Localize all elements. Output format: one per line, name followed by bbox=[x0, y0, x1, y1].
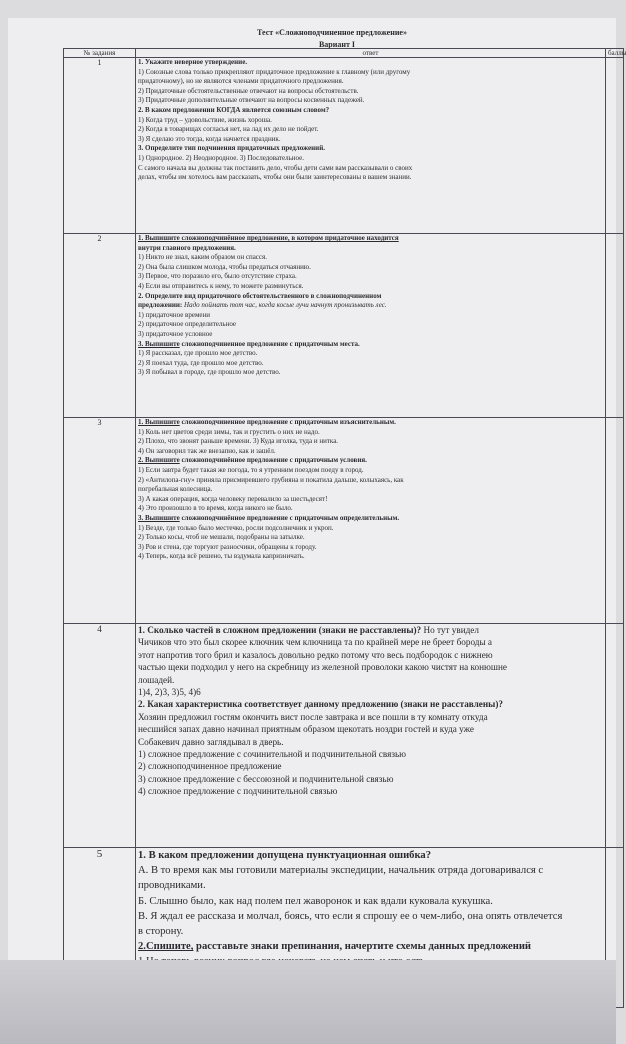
task-line: частью щеки подходил у него на скребницу из железной проволоки какою чистят на конюшне bbox=[138, 662, 507, 673]
task-line: лошадей. bbox=[138, 674, 175, 685]
task-line: 4) сложное предложение с подчинительной связью bbox=[138, 786, 338, 797]
task-line: проводниками. bbox=[138, 880, 206, 892]
task-line: предложении: Надо поймать тот час, когда косые лучи начнут пронизывать лес. bbox=[138, 301, 387, 310]
task-number: 1 bbox=[64, 58, 136, 234]
task-line: 2) Я поехал туда, где прошло мое детство. bbox=[138, 358, 264, 367]
points-cell bbox=[606, 624, 624, 848]
task-line: 1)4, 2)3, 3)5, 4)6 bbox=[138, 687, 201, 698]
task-line: внутри главного предложения. bbox=[138, 243, 236, 252]
task-line: 1) придаточное времени bbox=[138, 310, 210, 319]
task-line: 1) сложное предложение с сочинительной и подчинительной связью bbox=[138, 749, 406, 760]
task-content bbox=[136, 624, 606, 848]
task-line: Собакевич давно заглядывал в дверь. bbox=[138, 736, 284, 747]
task-line: 3) А какая операция, когда человеку перевалило за шестьдесят! bbox=[138, 494, 328, 503]
test-table bbox=[63, 48, 624, 1008]
task-line: 3. Выпишите сложноподчинённое предложение с придаточным определительным. bbox=[138, 513, 400, 522]
task-line: 2) сложноподчиненное предложение bbox=[138, 761, 282, 772]
task-line: 2) Когда в товарищах согласья нет, на лад их дело не пойдет. bbox=[138, 125, 319, 134]
header-points: баллы bbox=[606, 49, 624, 58]
task-line: 2) «Антилопа-гну» приняла присмиревшего грубияна и покатила дальше, колыхаясь, как bbox=[138, 475, 404, 484]
header-answer: ответ bbox=[136, 49, 606, 58]
task-content bbox=[136, 418, 606, 624]
task-number: 4 bbox=[64, 624, 136, 848]
task-line: 1. Выпишите сложноподчиненное предложение с придаточным изъяснительным. bbox=[138, 418, 396, 426]
task-line: 1) Я рассказал, где прошло мое детство. bbox=[138, 349, 258, 358]
task-line: 2) Плохо, что звонят раньше времени. 3) Куда иголка, туда и нитка. bbox=[138, 437, 339, 446]
header-number: № задания bbox=[64, 49, 136, 58]
task-line: 3) Я сделаю это тогда, когда начнется праздник. bbox=[138, 134, 281, 143]
task-line: 2. Определите вид придаточного обстоятельственного в сложноподчиненном bbox=[138, 291, 382, 300]
task-line: 4) Это произошло в то время, когда никого не было. bbox=[138, 504, 293, 513]
task-line: этот напротив того брил и казалось довольно редко потому что весь подбородок с нижнею bbox=[138, 649, 493, 660]
background-surface bbox=[0, 960, 616, 1044]
task-row bbox=[64, 58, 624, 234]
task-row bbox=[64, 418, 624, 624]
task-line: 3) придаточное условное bbox=[138, 329, 213, 338]
task-number: 3 bbox=[64, 418, 136, 624]
task-line: 1) Когда труд – удовольствие, жизнь хороша. bbox=[138, 115, 272, 124]
task-line: Чичиков что это был скорее ключник чем ключница та по крайней мере не бреет бороды а bbox=[138, 637, 492, 648]
points-cell bbox=[606, 58, 624, 234]
task-line: 1. Выпишите сложноподчинённое предложение, в котором придаточное находится bbox=[138, 234, 399, 242]
document-title: Тест «Сложноподчиненное предложение» bbox=[257, 28, 407, 37]
points-cell bbox=[606, 418, 624, 624]
task-content bbox=[136, 58, 606, 234]
task-line: 3. Определите тип подчинения придаточных предложений. bbox=[138, 144, 325, 153]
task-line: 3) сложное предложение с бессоюзной и подчинительной связью bbox=[138, 773, 394, 784]
task-line: 1) Везде, где только было местечко, росли подсолнечник и укроп. bbox=[138, 523, 334, 532]
task-line: 4) Если вы отправитесь к нему, то можете разминуться. bbox=[138, 281, 304, 290]
task-line: несшийся запах давно начинал приятным образом щекотать ноздри гостей и куда уже bbox=[138, 724, 474, 735]
task-number: 5 bbox=[64, 848, 136, 1008]
task-line: 2) Только косы, чтоб не мешали, подобраны на затылке. bbox=[138, 533, 305, 542]
task-line: 1) Однородное. 2) Неоднородное. 3) Последовательное. bbox=[138, 153, 304, 162]
task-line: 2) Придаточные обстоятельственные отвечают на вопросы обстоятельств. bbox=[138, 86, 359, 95]
task-line: 4) Теперь, когда всё решено, ты вздумала капризничать. bbox=[138, 552, 305, 561]
task-line: 3) Ров и стена, где торгуют разносчики, обращены к городу. bbox=[138, 542, 317, 551]
task-line: Б. Слышно было, как над полем пел жаворонок и как вдали куковала кукушка. bbox=[138, 895, 493, 907]
task-line: 1. Сколько частей в сложном предложении (знаки не расставлены)? Но тут увидел bbox=[138, 625, 479, 635]
task-line: в сторону. bbox=[138, 926, 184, 938]
variant-label: Вариант I bbox=[318, 40, 356, 49]
table-header-row bbox=[64, 49, 624, 58]
task-line: погребальная колесница. bbox=[138, 485, 213, 494]
task-content bbox=[136, 234, 606, 418]
task-row bbox=[64, 624, 624, 848]
task-line: Хозяин предложил гостям окончить вист после завтрака и все пошли в ту комнату откуда bbox=[138, 711, 488, 722]
task-line: 2. В каком предложении КОГДА является союзным словом? bbox=[138, 105, 330, 114]
task-line: 2. Выпишите сложноподчинённое предложение с придаточным условия. bbox=[138, 456, 367, 465]
task-line: делах, чтобы им хотелось вам рассказать, чтобы они были заинтересованы в вашем знании. bbox=[138, 173, 412, 182]
task-line: 2) придаточное определительное bbox=[138, 320, 237, 329]
task-line: 1. Укажите неверное утверждение. bbox=[138, 58, 248, 66]
test-sheet bbox=[8, 18, 626, 978]
task-line: 4) Он заговорил так же внезапно, как и зашёл. bbox=[138, 446, 276, 455]
task-line: 3) Я побывал в городе, где прошло мое детство. bbox=[138, 368, 281, 377]
task-number: 2 bbox=[64, 234, 136, 418]
task-line: 3) Первое, что поразило его, было отсутствие страха. bbox=[138, 272, 297, 281]
task-line: придаточному), но не являются членами придаточного предложения. bbox=[138, 77, 344, 86]
task-line: 3) Придаточные дополнительные отвечают на вопросы косвенных падежей. bbox=[138, 96, 365, 105]
task-line: 2.Спишите, расставьте знаки препинания, начертите схемы данных предложений bbox=[138, 941, 532, 953]
task-row bbox=[64, 234, 624, 418]
task-line: 1) Коль нет цветов среди зимы, так и грустить о них не надо. bbox=[138, 427, 320, 436]
points-cell bbox=[606, 234, 624, 418]
task-line: С самого начала вы должны так поставить дело, чтобы дети сами вам рассказывали о своих bbox=[138, 163, 413, 172]
task-line: 1) Если завтра будет такая же погода, то я утренним поездом поеду в город. bbox=[138, 465, 364, 474]
task-line: 1. В каком предложении допущена пунктуационная ошибка? bbox=[138, 850, 432, 861]
task-line: 1) Никто не знал, каким образом он спасся. bbox=[138, 253, 267, 262]
task-line: В. Я ждал ее рассказа и молчал, боясь, что если я спрошу ее о чем-либо, она опять отвлечется bbox=[138, 910, 563, 922]
task-line: 3. Выпишите сложноподчиненное предложение с придаточным места. bbox=[138, 339, 360, 348]
task-line: 2) Она была слишком молода, чтобы предаться отчаянию. bbox=[138, 262, 311, 271]
task-line: 2. Какая характеристика соответствует данному предложению (знаки не расставлены)? bbox=[138, 699, 503, 710]
task-line: 1) Союзные слова только прикрепляют придаточное предложение к главному (или другому bbox=[138, 67, 411, 76]
task-line: А. В то время как мы готовили материалы экспедиции, начальник отряда договаривался с bbox=[138, 865, 544, 877]
